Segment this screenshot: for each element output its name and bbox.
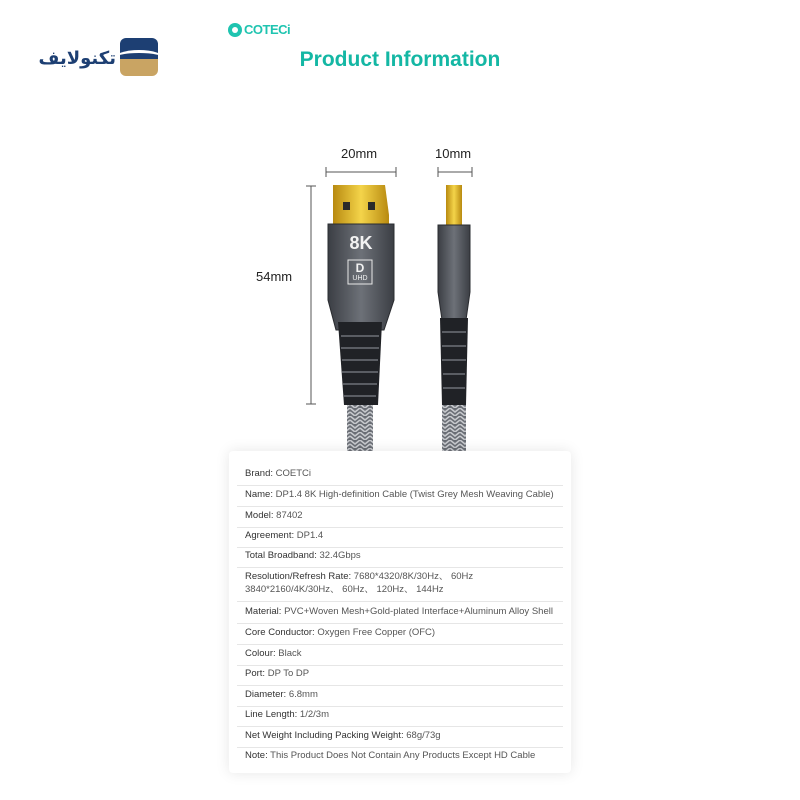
label-uhd: UHD <box>352 275 368 282</box>
spec-row-model: Model: 87402 <box>245 509 563 522</box>
spec-row-length: Line Length: 1/2/3m <box>245 708 563 721</box>
spec-row-diameter: Diameter: 6.8mm <box>245 688 563 701</box>
brand-label: COTECi <box>244 22 291 37</box>
spec-row-brand: Brand: COETCi <box>245 467 563 480</box>
spec-row-port: Port: DP To DP <box>245 667 563 680</box>
spec-row-material: Material: PVC+Woven Mesh+Gold-plated Interface+Aluminum Alloy Shell <box>245 605 563 618</box>
displayport-icon: D <box>355 261 365 275</box>
spec-card <box>229 451 571 773</box>
spec-row-weight: Net Weight Including Packing Weight: 68g/73g <box>245 729 563 742</box>
spec-row-conductor: Core Conductor: Oxygen Free Copper (OFC) <box>245 626 563 639</box>
dimension-width-side: 10mm <box>435 146 472 161</box>
spec-row-colour: Colour: Black <box>245 647 563 660</box>
spec-row-bandwidth: Total Broadband: 32.4Gbps <box>245 549 563 562</box>
dp-connector-front <box>328 185 394 451</box>
dp-connector-side <box>438 185 470 451</box>
spec-row-resolution: Resolution/Refresh Rate: 7680*4320/8K/30Hz、 60Hz 3840*2160/4K/30Hz、 60Hz、 120Hz、 144Hz <box>245 570 563 596</box>
dimension-length: 54mm <box>256 269 293 284</box>
spec-row-name: Name: DP1.4 8K High-definition Cable (Twist Grey Mesh Weaving Cable) <box>245 488 563 501</box>
page-title: Product Information <box>299 48 501 71</box>
dimension-width-connector: 20mm <box>341 146 378 161</box>
label-8k: 8K <box>349 233 373 253</box>
logo-text: تکنولایف <box>38 48 116 69</box>
spec-row-note: Note: This Product Does Not Contain Any Products Except HD Cable <box>245 750 536 761</box>
spec-row-agreement: Agreement: DP1.4 <box>245 529 563 542</box>
